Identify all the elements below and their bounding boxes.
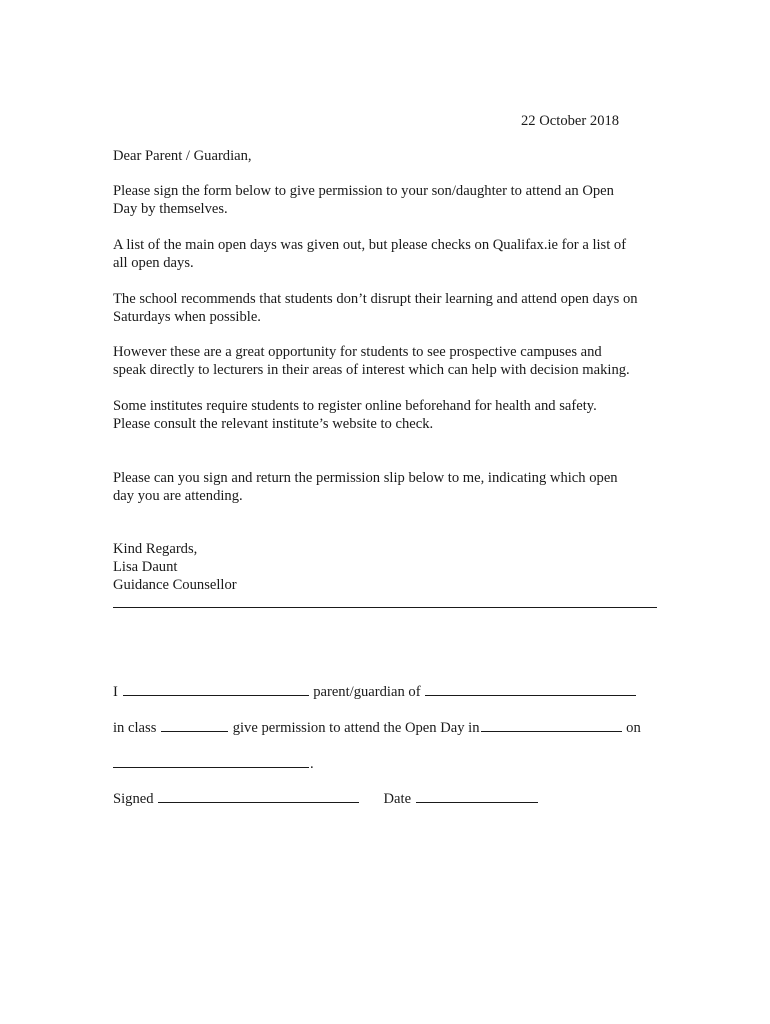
paragraph-line: A list of the main open days was given out, but please checks on Qualifax.ie for a list of <box>113 237 627 253</box>
separator-line <box>113 607 657 608</box>
paragraph-registration <box>113 397 673 433</box>
slip-period: . <box>310 756 314 772</box>
slip-label-permission: give permission to attend the Open Day in <box>232 720 480 736</box>
paragraph-line: Please sign the form below to give permission to your son/daughter to attend an Open <box>113 183 614 199</box>
paragraph-permission <box>113 182 673 218</box>
paragraph-line: Please consult the relevant institute’s website to check. <box>113 416 434 432</box>
slip-label-i: I <box>113 684 118 700</box>
student-name-field[interactable] <box>425 683 636 696</box>
paragraph-line: speak directly to lecturers in their areas of interest which can help with decision making. <box>113 362 630 378</box>
open-day-institute-field[interactable] <box>481 719 622 732</box>
paragraph-line: Please can you sign and return the permission slip below to me, indicating which open <box>113 470 618 486</box>
parent-name-field[interactable] <box>123 683 309 696</box>
paragraph-line: However these are a great opportunity for students to see prospective campuses and <box>113 344 602 360</box>
paragraph-line: The school recommends that students don’t disrupt their learning and attend open days on <box>113 291 638 307</box>
closing-regards: Kind Regards, <box>113 541 198 557</box>
letter-date: 22 October 2018 <box>521 113 620 129</box>
slip-line-parent <box>113 683 637 701</box>
paragraph-line: day you are attending. <box>113 488 243 504</box>
slip-line-class <box>113 719 641 737</box>
slip-label-signed: Signed <box>113 791 154 807</box>
class-field[interactable] <box>161 719 228 732</box>
paragraph-open-days-list <box>113 236 673 272</box>
slip-label-on: on <box>626 720 641 736</box>
paragraph-line: Some institutes require students to register online beforehand for health and safety. <box>113 398 597 414</box>
closing-block <box>113 540 673 594</box>
slip-label-in-class: in class <box>113 720 157 736</box>
open-day-date-field[interactable] <box>113 755 309 768</box>
signature-field[interactable] <box>158 790 359 803</box>
slip-line-signature <box>113 790 539 808</box>
date-field[interactable] <box>416 790 538 803</box>
salutation: Dear Parent / Guardian, <box>113 148 252 164</box>
paragraph-return-slip <box>113 469 673 505</box>
slip-label-parent-guardian: parent/guardian of <box>313 684 421 700</box>
signatory-name: Lisa Daunt <box>113 559 178 575</box>
paragraph-line: Day by themselves. <box>113 201 228 217</box>
paragraph-line: Saturdays when possible. <box>113 309 261 325</box>
slip-label-date: Date <box>383 791 412 807</box>
paragraph-line: all open days. <box>113 255 194 271</box>
paragraph-school-recommendation <box>113 290 673 326</box>
slip-line-day <box>113 755 314 773</box>
paragraph-opportunity <box>113 343 673 379</box>
signatory-title: Guidance Counsellor <box>113 577 237 593</box>
